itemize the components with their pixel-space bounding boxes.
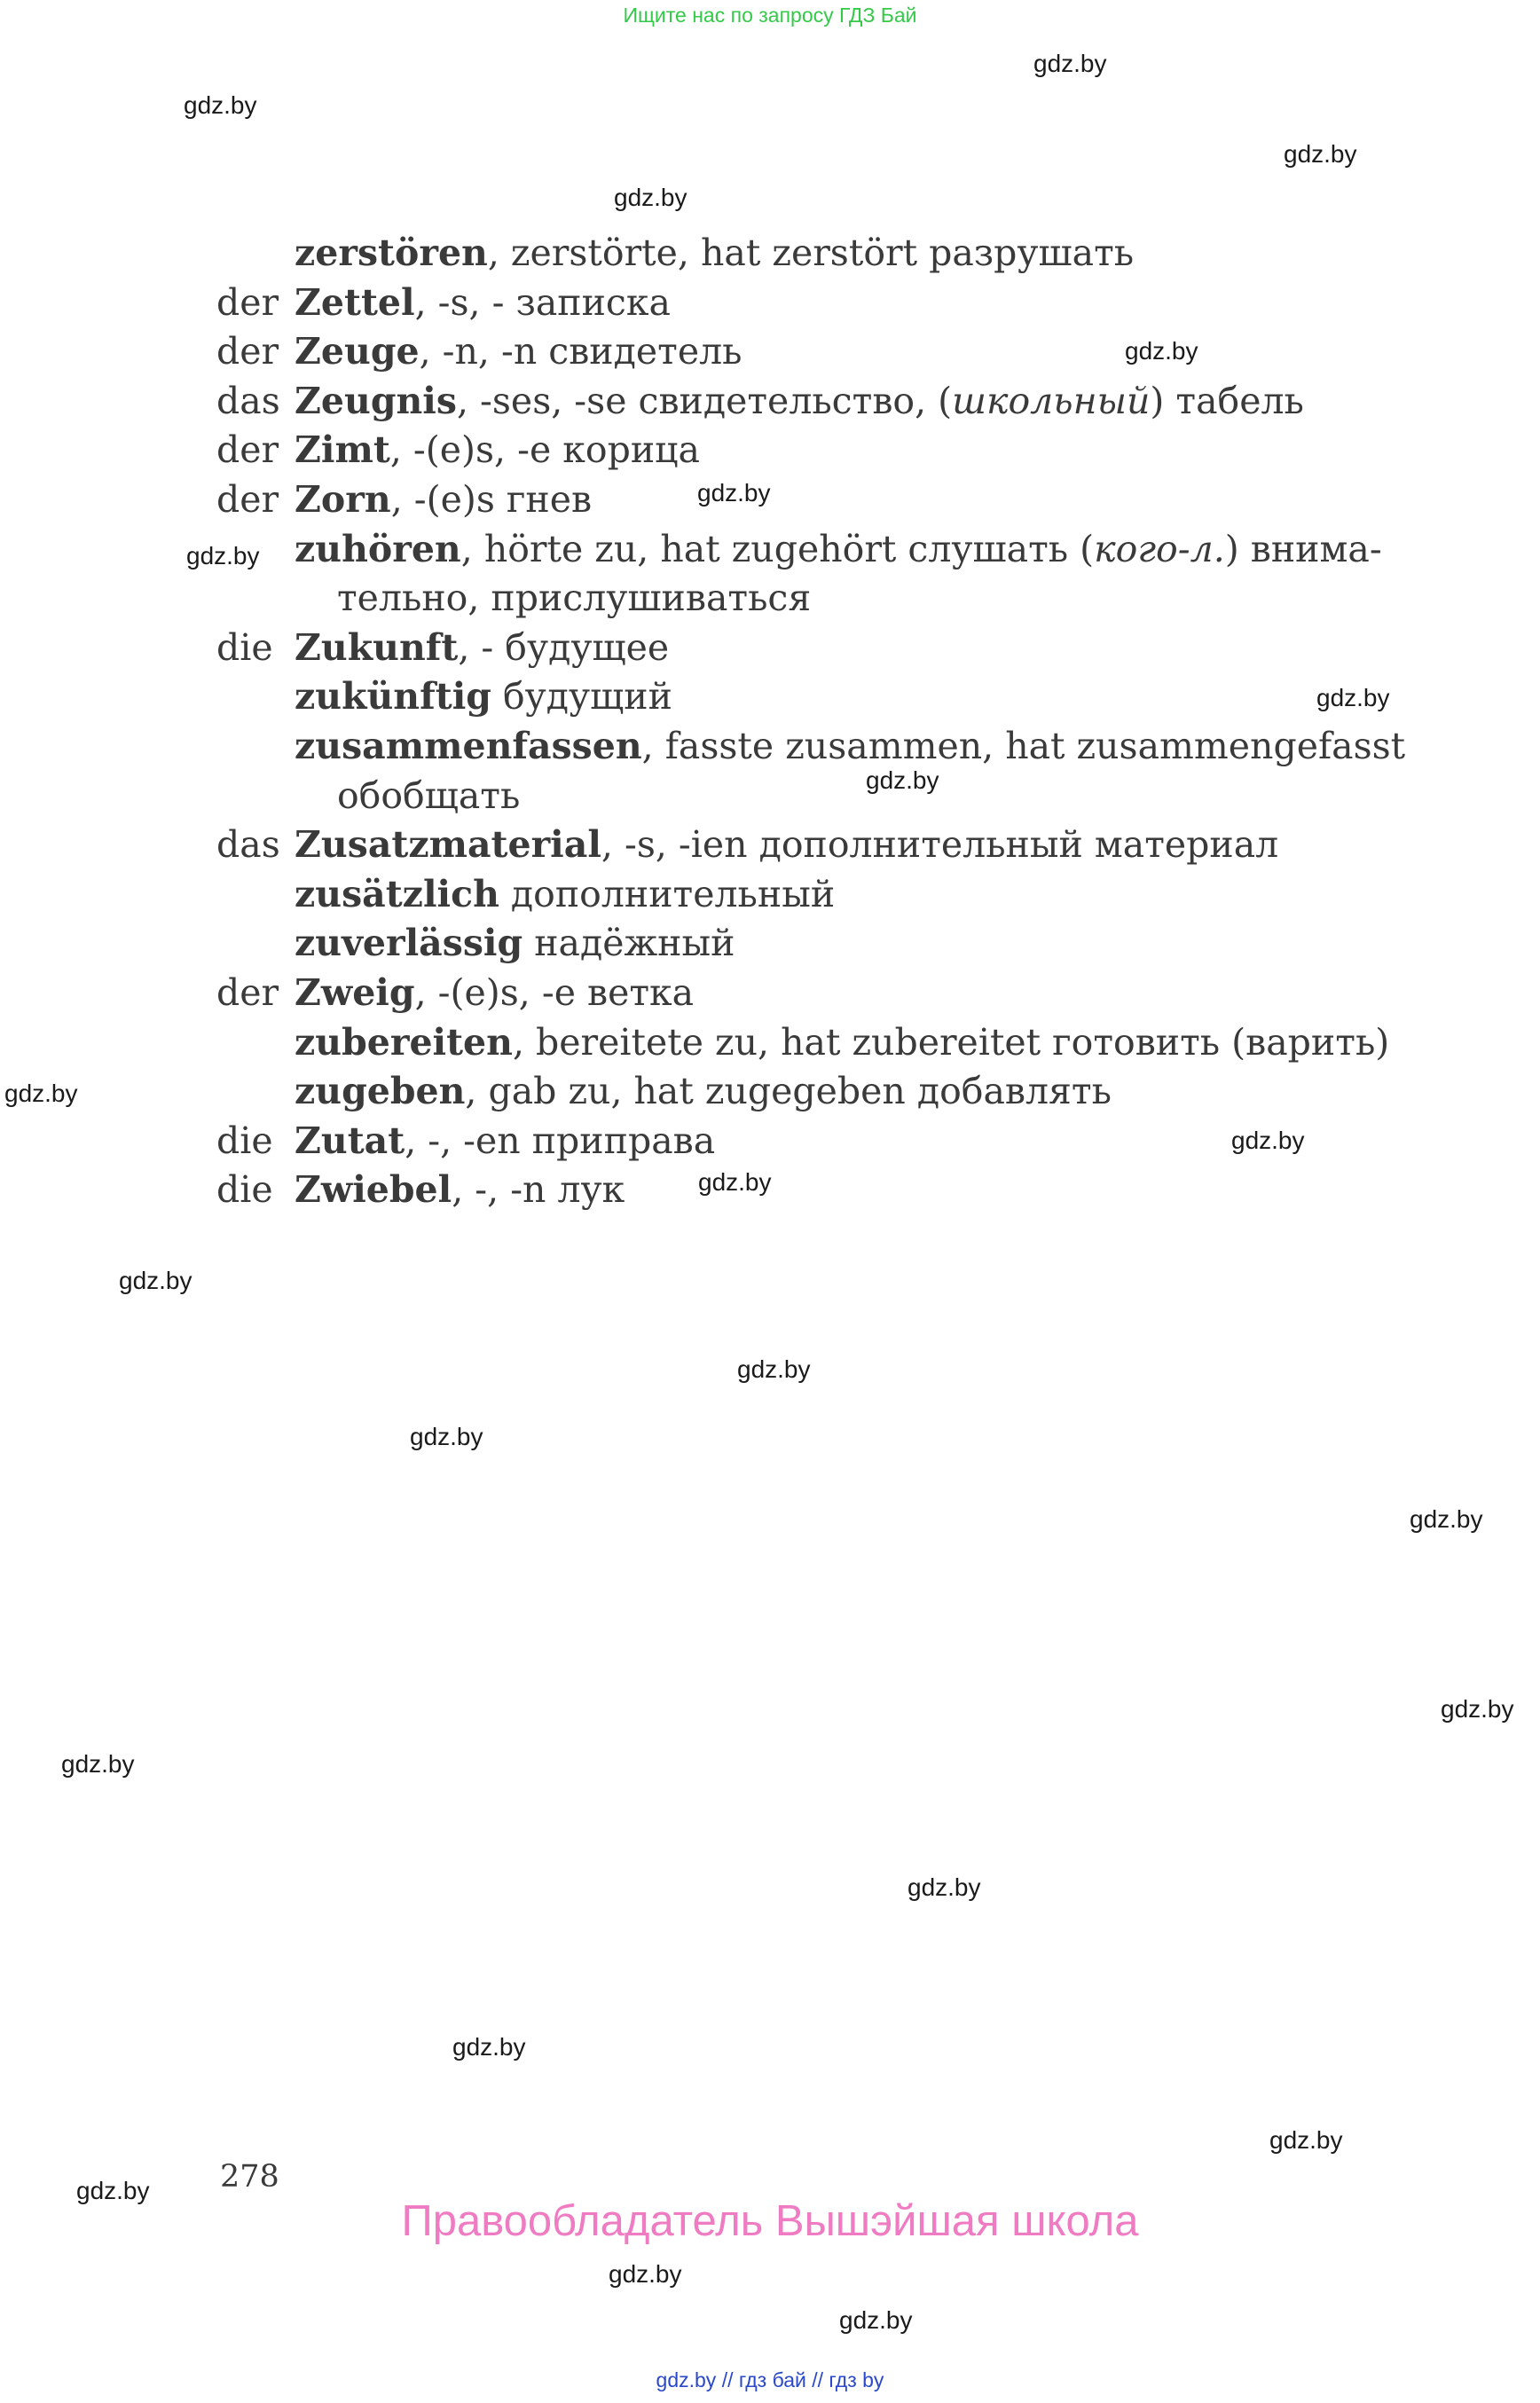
watermark: gdz.by <box>1441 1695 1514 1723</box>
vocabulary-entry <box>216 624 1432 673</box>
entry-article: das <box>216 823 280 867</box>
vocabulary-list <box>216 229 1432 1215</box>
entry-headword: Zorn <box>295 477 391 521</box>
entry-italic-note: школьный <box>952 379 1151 422</box>
watermark: gdz.by <box>452 2033 526 2061</box>
watermark: gdz.by <box>908 1873 981 1901</box>
watermark: gdz.by <box>61 1750 135 1778</box>
entry-definition: , -(e)s гнев <box>390 477 593 521</box>
footer-links[interactable]: gdz.by // гдз бай // гдз by <box>656 2368 884 2391</box>
vocabulary-entry <box>216 821 1432 870</box>
entry-headword: zuhören <box>295 527 461 570</box>
entry-italic-note: кого-л. <box>1094 527 1225 570</box>
watermark: gdz.by <box>609 2260 682 2288</box>
entry-headword: Zutat <box>295 1119 405 1162</box>
entry-headword: zubereiten <box>295 1020 513 1064</box>
entry-headword: Zimt <box>295 428 390 472</box>
entry-definition: , -s, - записка <box>414 280 671 324</box>
watermark: gdz.by <box>76 2177 150 2204</box>
entry-definition: , hörte zu, hat zugehört слушать ( <box>460 527 1095 570</box>
entry-definition: дополнительный <box>499 872 836 915</box>
vocabulary-entry <box>216 327 1432 377</box>
entry-continuation: тельно, прислушиваться <box>337 577 812 620</box>
entry-definition: , bereitete zu, hat zubereitet готовить (варить) <box>512 1020 1390 1064</box>
watermark: gdz.by <box>1231 1127 1305 1154</box>
watermark: gdz.by <box>737 1355 811 1383</box>
entry-definition: , gab zu, hat zugegeben добавлять <box>465 1070 1112 1113</box>
vocabulary-entry <box>216 969 1432 1018</box>
entry-headword: Zusatzmaterial <box>295 823 601 867</box>
entry-headword: Zukunft <box>295 625 459 669</box>
watermark: gdz.by <box>1410 1505 1483 1533</box>
vocabulary-entry <box>216 279 1432 328</box>
vocabulary-entry <box>216 426 1432 475</box>
entry-headword: Zeugnis <box>295 379 457 422</box>
watermark: gdz.by <box>186 542 260 569</box>
vocabulary-entry <box>216 475 1432 525</box>
vocabulary-entry <box>216 377 1432 427</box>
watermark: gdz.by <box>1033 50 1107 77</box>
entry-continuation: обобщать <box>337 774 521 817</box>
watermark: gdz.by <box>410 1423 483 1450</box>
copyright-notice: Правообладатель Вышэйшая школа <box>401 2197 1139 2245</box>
entry-headword: Zweig <box>295 970 415 1014</box>
vocabulary-entry <box>216 870 1432 920</box>
entry-headword: Zwiebel <box>295 1168 452 1212</box>
vocabulary-entry <box>216 525 1432 624</box>
entry-definition: будущий <box>491 675 672 719</box>
entry-definition: , fasste zusammen, hat zusammengefasst <box>641 724 1406 767</box>
entry-headword: Zeuge <box>295 330 420 373</box>
vocabulary-entry <box>216 672 1432 722</box>
entry-definition: , -(e)s, -e корица <box>389 428 700 472</box>
entry-definition-tail: ) табель <box>1150 379 1304 422</box>
watermark: gdz.by <box>1284 140 1357 168</box>
entry-headword: zusammenfassen <box>295 724 642 767</box>
watermark: gdz.by <box>1125 337 1198 365</box>
entry-definition: , - будущее <box>458 625 670 669</box>
vocabulary-entry <box>216 1018 1432 1068</box>
entry-definition: , -n, -n свидетель <box>419 330 742 373</box>
entry-article: der <box>216 477 279 521</box>
watermark: gdz.by <box>119 1267 192 1294</box>
vocabulary-entry <box>216 229 1432 279</box>
top-banner: Ищите нас по запросу ГДЗ Бай <box>623 4 917 27</box>
watermark: gdz.by <box>614 184 688 211</box>
watermark: gdz.by <box>1316 684 1390 711</box>
watermark: gdz.by <box>184 91 257 119</box>
entry-article: der <box>216 280 279 324</box>
entry-definition-tail: ) внима- <box>1224 527 1382 570</box>
entry-definition: , -, -en приправа <box>405 1119 716 1162</box>
entry-article: die <box>216 1119 273 1162</box>
entry-definition: , zerstörte, hat zerstört разрушать <box>487 232 1135 274</box>
vocabulary-entry <box>216 1117 1432 1166</box>
entry-article: die <box>216 625 273 669</box>
watermark: gdz.by <box>839 2306 913 2334</box>
entry-article: der <box>216 330 279 373</box>
watermark: gdz.by <box>698 1168 772 1196</box>
entry-article: die <box>216 1168 273 1212</box>
watermark: gdz.by <box>4 1080 78 1107</box>
watermark: gdz.by <box>697 479 771 507</box>
entry-headword: zugeben <box>295 1070 466 1113</box>
entry-headword: zusätzlich <box>295 872 499 915</box>
entry-definition: , -(e)s, -e ветка <box>414 970 695 1014</box>
vocabulary-entry <box>216 1166 1432 1215</box>
entry-definition: , -, -n лук <box>452 1168 625 1212</box>
entry-article: das <box>216 379 280 422</box>
watermark: gdz.by <box>1269 2126 1343 2154</box>
entry-headword: zerstören <box>295 232 488 274</box>
entry-headword: zuverlässig <box>295 922 523 965</box>
page-number: 278 <box>220 2159 279 2195</box>
entry-article: der <box>216 428 279 472</box>
vocabulary-entry <box>216 1067 1432 1117</box>
entry-definition: , -s, -ien дополнительный материал <box>601 823 1279 867</box>
entry-headword: zukünftig <box>295 675 491 719</box>
vocabulary-entry <box>216 722 1432 821</box>
entry-definition: надёжный <box>522 922 735 965</box>
entry-definition: , -ses, -se свидетельство, ( <box>456 379 953 422</box>
watermark: gdz.by <box>866 766 939 794</box>
entry-headword: Zettel <box>295 280 415 324</box>
entry-article: der <box>216 970 279 1014</box>
vocabulary-entry <box>216 919 1432 969</box>
